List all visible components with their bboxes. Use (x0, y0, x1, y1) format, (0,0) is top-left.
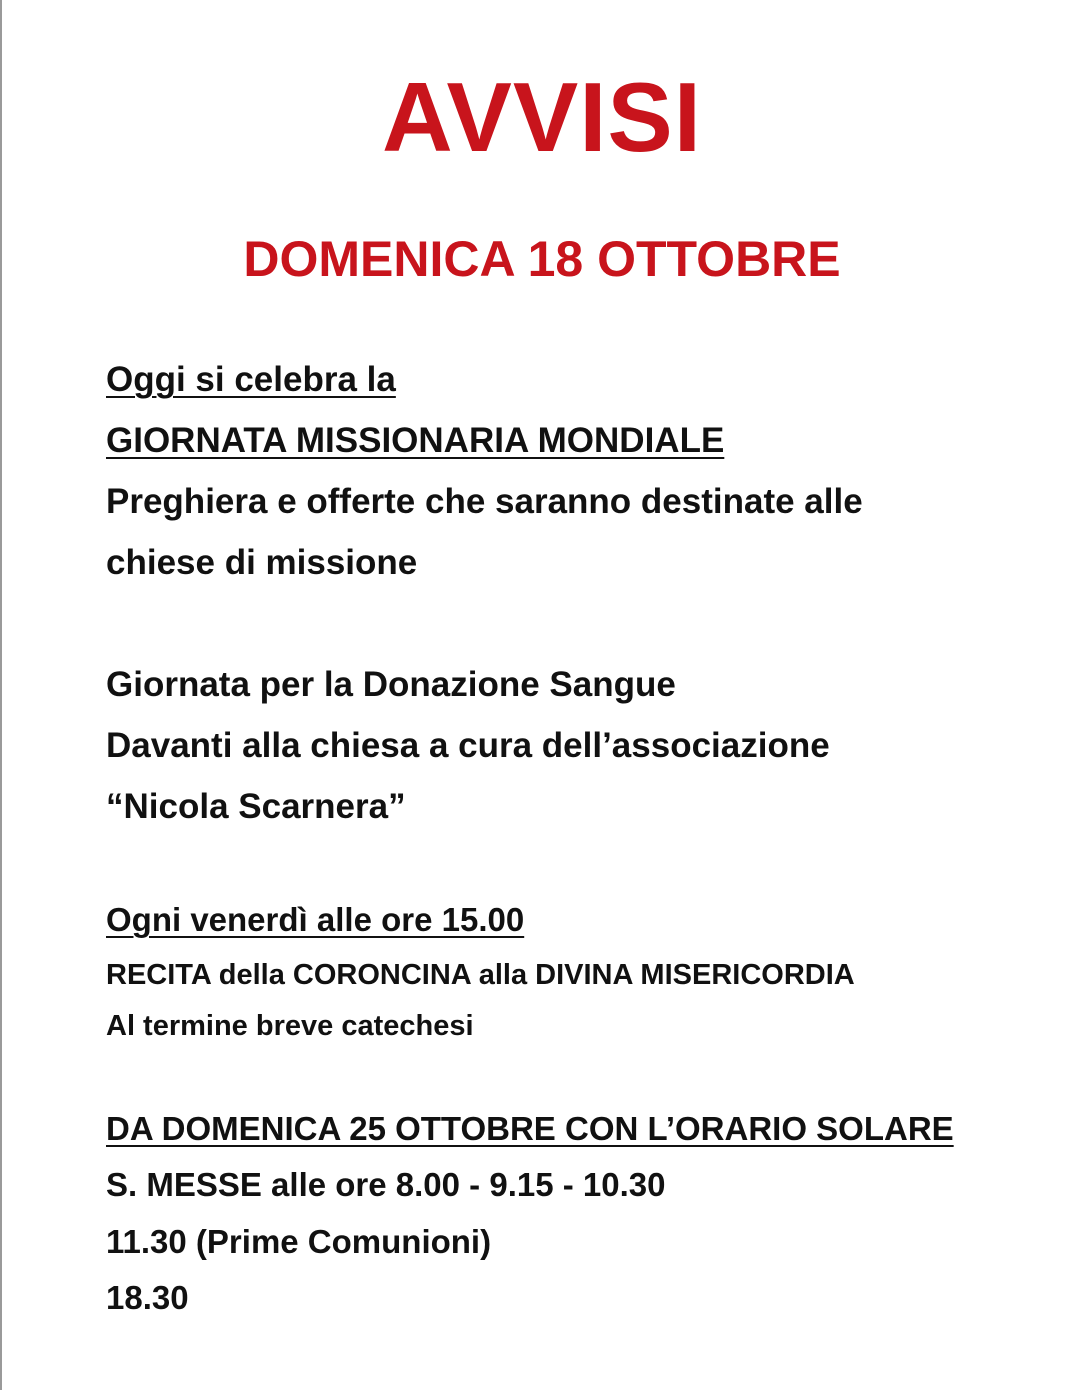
sangue-line2: Davanti alla chiesa a cura dell’associazione (106, 726, 830, 765)
orario-line2: 11.30 (Prime Comunioni) (106, 1223, 492, 1260)
missionaria-body-line2: chiese di missione (106, 543, 418, 582)
orario-line1: S. MESSE alle ore 8.00 - 9.15 - 10.30 (106, 1166, 666, 1203)
missionaria-heading-line2: GIORNATA MISSIONARIA MONDIALE (106, 421, 725, 460)
orario-heading: DA DOMENICA 25 OTTOBRE CON L’ORARIO SOLARE (106, 1110, 954, 1147)
sangue-line1: Giornata per la Donazione Sangue (106, 665, 676, 704)
coroncina-heading: Ogni venerdì alle ore 15.00 (106, 901, 525, 938)
orario-line3: 18.30 (106, 1279, 189, 1316)
coroncina-line1: RECITA della CORONCINA alla DIVINA MISERICORDIA (106, 959, 855, 991)
missionaria-body-line1: Preghiera e offerte che saranno destinate alle (106, 482, 863, 521)
page-subtitle-date: DOMENICA 18 OTTOBRE (243, 231, 841, 287)
page-title: AVVISI (381, 62, 703, 172)
sangue-line3: “Nicola Scarnera” (106, 787, 406, 826)
coroncina-line2: Al termine breve catechesi (106, 1010, 474, 1042)
missionaria-heading-line1: Oggi si celebra la (106, 360, 396, 399)
